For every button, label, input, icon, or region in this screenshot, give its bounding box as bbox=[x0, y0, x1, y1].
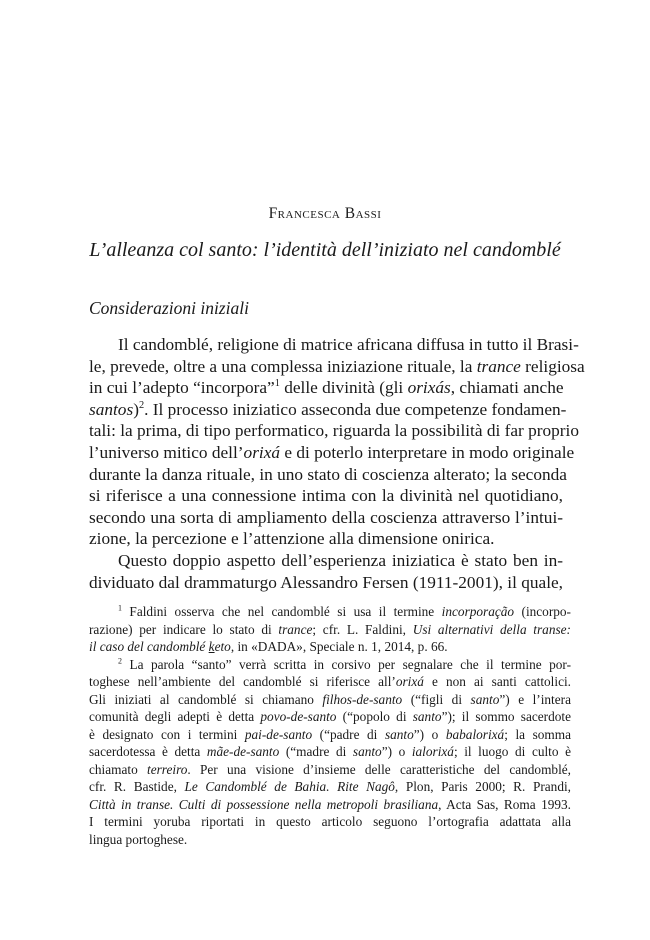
article-body bbox=[89, 334, 585, 593]
footnote-line: chiamato terreiro. Per una visione d’insieme delle caratteristiche del candomblé, bbox=[89, 761, 571, 777]
footnote-line: sacerdotessa è detta mãe-de-santo (“madre di santo”) o ialorixá; il luogo di culto è bbox=[89, 744, 571, 759]
footnote-ref[interactable]: 2 bbox=[138, 400, 145, 412]
footnote-line: è designato con i termini pai-de-santo (“padre di santo”) o babalorixá; la somma bbox=[89, 726, 571, 742]
footnote-ref[interactable]: 1 bbox=[274, 378, 280, 390]
body-line: Questo doppio aspetto dell’esperienza iniziatica è stato ben in- bbox=[118, 550, 563, 570]
footnote-line: I termini yoruba riportati in questo articolo seguono l’ortografia adattata alla bbox=[89, 814, 571, 829]
body-line: dividuato dal drammaturgo Alessandro Fersen (1911-2001), il quale, bbox=[89, 572, 563, 592]
body-line: si riferisce a una connessione intima con la divinità nel quotidiano, bbox=[89, 486, 563, 506]
footnote-line: $^1$ Faldini osserva che nel candomblé si usa il termine incorporação (incorpo- bbox=[118, 603, 571, 619]
footnote-line: lingua portoghese. bbox=[89, 831, 188, 847]
footnote-line: cfr. R. Bastide, Le Candomblé de Bahia. Rite Nagô, Plon, Paris 2000; R. Prandi, bbox=[89, 779, 571, 794]
footnote-line: Città in transe. Culti di possessione nella metropoli brasiliana, Acta Sas, Roma 1993. bbox=[89, 796, 571, 812]
footnote-line: il caso del candomblé keto, in «DADA», Speciale n. 1, 2014, p. 66. bbox=[89, 639, 448, 654]
footnote-number: 2 bbox=[118, 656, 122, 666]
article-title: L’alleanza col santo: l’identità dell’iniziato nel candomblé bbox=[89, 239, 561, 261]
footnote-line: $^2$ La parola “santo” verrà scritta in corsivo per segnalare che il termine por- bbox=[118, 656, 571, 672]
footnote-line: razione) per indicare lo stato di trance; cfr. L. Faldini, Usi alternativi della transe: bbox=[89, 621, 571, 637]
footnote-line: toghese nell’ambiente del candomblé si riferisce all’orixá e non ai santi cattolici. bbox=[89, 674, 571, 689]
footnote-line: Gli iniziati al candomblé si chiamano filhos-de-santo (“figli di santo”) e l’intera bbox=[89, 691, 571, 707]
body-line: zione, la percezione e l’attenzione alla dimensione onirica. bbox=[89, 529, 495, 549]
body-line: durante la danza rituale, in uno stato di coscienza alterato; la seconda bbox=[89, 464, 567, 484]
body-line: Il candomblé, religione di matrice africana diffusa in tutto il Brasi- bbox=[118, 335, 579, 354]
footnote-number: 1 bbox=[118, 603, 122, 613]
body-line: l’universo mitico dell’orixá e di poterlo interpretare in modo originale bbox=[89, 442, 575, 462]
body-line: le, prevede, oltre a una complessa iniziazione rituale, la trance religiosa bbox=[89, 356, 585, 376]
body-line: santos)$^2$. Il processo iniziatico asseconda due competenze fondamen- bbox=[89, 399, 567, 419]
footnote-line: comunità degli adepti è detta povo-de-santo (“popolo di santo”); il sommo sacerdote bbox=[89, 709, 571, 724]
section-heading: Considerazioni iniziali bbox=[89, 298, 249, 318]
body-line: in cui l’adepto “incorpora”$^1$ delle divinità (gli orixás, chiamati anche bbox=[89, 378, 564, 398]
body-line: secondo una sorta di ampliamento della coscienza attraverso l’intui- bbox=[89, 507, 563, 527]
author-name: Francesca Bassi bbox=[268, 205, 382, 222]
body-line: tali: la prima, di tipo performatico, riguarda la possibilità di far proprio bbox=[89, 421, 579, 441]
footnotes bbox=[89, 603, 571, 848]
